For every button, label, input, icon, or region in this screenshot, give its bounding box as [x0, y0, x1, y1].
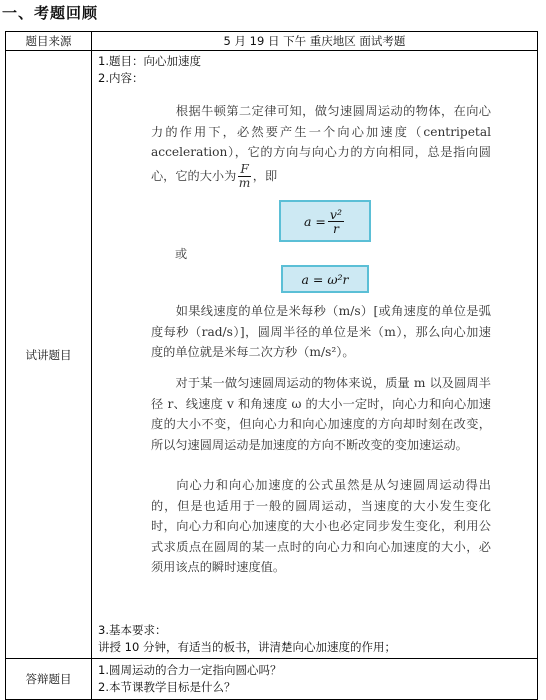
lecture-topic-label: 试讲题目: [6, 51, 92, 659]
lecture-topic-cell: [92, 51, 538, 659]
formula-box-2: a = ω²r: [281, 265, 369, 293]
force-mass-fraction: $\frac{F}{m}$: [238, 161, 251, 190]
content-line: 2.内容：: [98, 71, 144, 85]
topic-line: 1.题目：向心加速度: [98, 54, 201, 68]
table-row: [6, 51, 538, 659]
textbook-excerpt: [97, 87, 537, 622]
defense-questions-label: 答辩题目: [6, 659, 92, 700]
source-value: 5 月 19 日 下午 重庆地区 面试考题: [92, 32, 538, 51]
question-2: 2.本节课教学目标是什么？: [98, 680, 236, 694]
textbook-paragraph-1: 根据牛顿第二定律可知，做匀速圆周运动的物体，在向心力的作用下，必然要产生一个向心加速度（centripetal acceleration），它的方向与向心力的方向相同，总是指向圆心，它的大小为 $\frac{F}{m}$ ，即: [151, 104, 491, 190]
textbook-paragraph-4: 向心力和向心加速度的公式虽然是从匀速圆周运动得出的，但是也适用于一般的圆周运动，当速度的大小发生变化时，向心力和向心加速度的大小也必定同步发生变化，利用公式求质点在圆周的某一点时的向心力和向心加速度的大小，必须用该点的瞬时速度值。: [151, 478, 491, 574]
table-row: [6, 32, 538, 51]
textbook-paragraph-2: 如果线速度的单位是米每秒（m/s）[或角速度的单位是弧度每秒（rad/s）]，圆周半径的单位是米（m），那么向心加速度的单位就是米每二次方秒（m/s²）。: [151, 304, 491, 359]
or-text: 或: [175, 247, 188, 261]
section-title: 一、考题回顾: [2, 4, 99, 22]
defense-questions-cell: [92, 659, 538, 700]
requirements-title: 3.基本要求：: [98, 623, 167, 637]
requirements-text: 讲授 10 分钟，有适当的板书，讲清楚向心加速度的作用；: [98, 640, 396, 654]
exam-table: [5, 31, 538, 700]
table-row: [6, 659, 538, 700]
question-1: 1.圆周运动的合力一定指向圆心吗？: [98, 663, 282, 677]
formula-box-1: a = $\frac{\text{v²}}{r}$: [279, 200, 371, 242]
textbook-paragraph-3: 对于某一做匀速圆周运动的物体来说，质量 m 以及圆周半径 r、线速度 v 和角速度 ω 的大小一定时，向心力和向心加速度的大小不变，但向心力和向心加速度的方向却时刻在改变，所以匀速圆周运动是加速度的方向不断改变的变加速运动。: [151, 376, 491, 452]
source-label: 题目来源: [6, 32, 92, 51]
